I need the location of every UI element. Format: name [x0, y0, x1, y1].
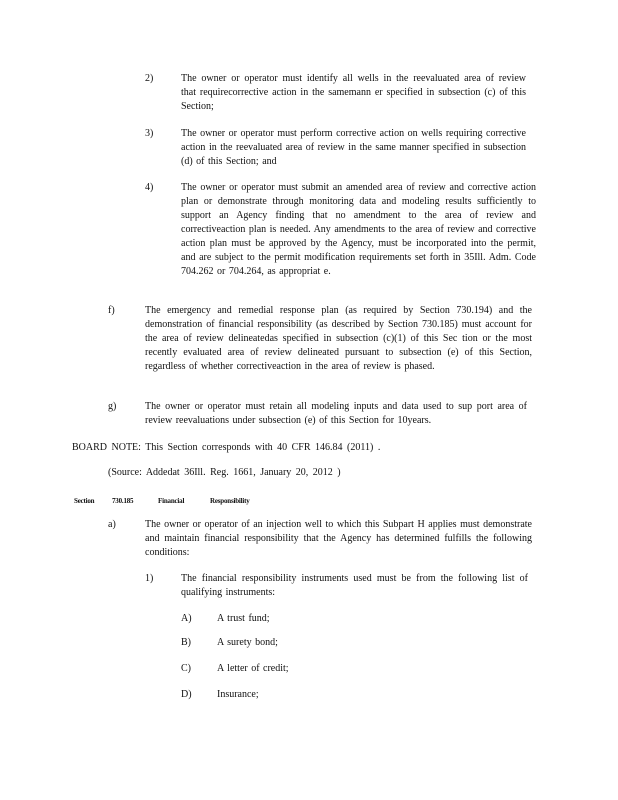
item-label: f) [108, 305, 115, 316]
item-label: 1) [145, 573, 154, 584]
item-text: A letter of credit; [217, 663, 289, 674]
item-label: C) [181, 663, 191, 674]
item-text: A surety bond; [217, 637, 278, 648]
item-label: 2) [145, 73, 154, 84]
item-text: The financial responsibility instruments used must be from the following list of qualifying instruments: [181, 573, 528, 598]
item-label: g) [108, 401, 117, 412]
section-heading [0, 494, 618, 506]
item-label: B) [181, 637, 191, 648]
item-text: A trust fund; [217, 613, 270, 624]
item-label: 3) [145, 128, 154, 139]
item-text: The owner or operator must submit an amended area of review and corrective action plan or demonstrate through monitoring data and modeling results sufficiently to support an Agency finding that no amendment to the area of review and correctiveaction plan is needed. Any amendments to the area of review and corrective action plan must be approved by the Agency, must be incorporated into the permit, and are subject to the permit modification requirements set forth in 35Ill. Adm. Code 704.262 or 704.264, as appropriat e. [181, 182, 536, 277]
item-text: The emergency and remedial response plan (as required by Section 730.194) and the demonstration of financial responsibility (as described by Section 730.185) must account for the area of review delineatedas specified in subsection (c)(1) of this Sec tion or the most recently evaluated area of review delineated pursuant to subsection (e) of this Section, regardless of whether correctiveaction in the area of review is phased. [145, 305, 532, 372]
section-number: 730.185 [112, 497, 134, 505]
item-text: Insurance; [217, 689, 259, 700]
item-label: D) [181, 689, 192, 700]
board-note: BOARD NOTE: This Section corresponds with 40 CFR 146.84 (2011) . [72, 442, 381, 453]
item-text: The owner or operator must perform corrective action on wells requiring corrective action in the reevaluated area of review in the same manner specified in subsection (d) of this Section; and [181, 128, 526, 167]
item-label: A) [181, 613, 192, 624]
item-text: The owner or operator must identify all wells in the reevaluated area of review that requirecorrective action in the samemann er specified in subsection (c) of this Section; [181, 73, 526, 112]
section-title-word-1: Financial [158, 497, 185, 505]
source-note: (Source: Addedat 36Ill. Reg. 1661, January 20, 2012 ) [108, 467, 341, 478]
item-label: 4) [145, 182, 154, 193]
section-word: Section [74, 497, 95, 505]
item-label: a) [108, 519, 116, 530]
item-text: The owner or operator of an injection well to which this Subpart H applies must demonstrate and maintain financial responsibility that the Agency has determined fulfills the following conditions: [145, 519, 532, 558]
item-text: The owner or operator must retain all modeling inputs and data used to sup port area of review reevaluations under subsection (e) of this Section for 10years. [145, 401, 527, 426]
section-title-word-2: Responsibility [210, 497, 250, 505]
